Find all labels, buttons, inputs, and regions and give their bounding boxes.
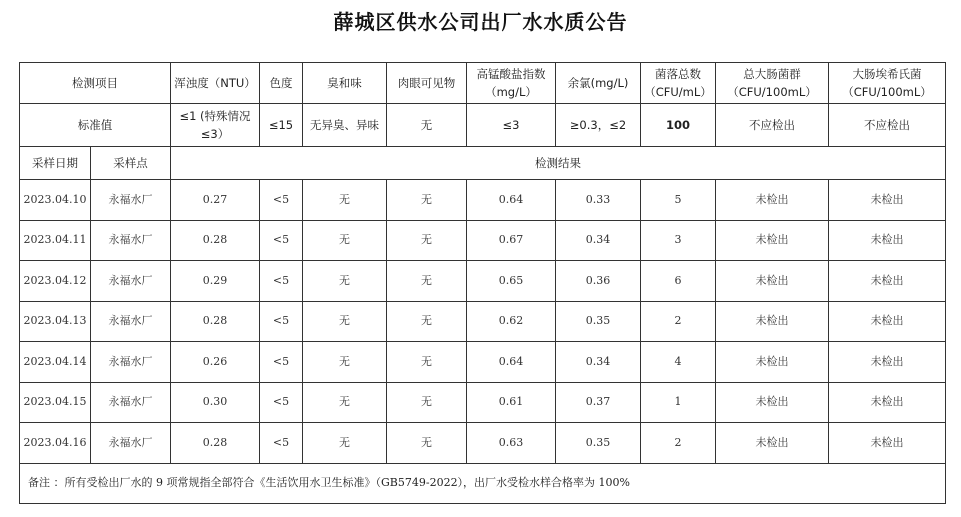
cell-odor: 无 — [303, 220, 387, 261]
header-colony: 菌落总数（CFU/mL） — [641, 63, 716, 104]
standard-ecoli: 不应检出 — [829, 104, 946, 147]
cell-chlorine: 0.33 — [556, 180, 641, 221]
note-text: 备注 ：所有受检出厂水的 9 项常规指全部符合《生活饮用水卫生标准》（GB5749-2022），出厂水受检水样合格率为 100% — [20, 463, 946, 503]
standard-color: ≤15 — [260, 104, 303, 147]
table-row — [20, 261, 946, 302]
header-color: 色度 — [260, 63, 303, 104]
cell-colony: 5 — [641, 180, 716, 221]
cell-date: 2023.04.10 — [20, 180, 91, 221]
sub-header-results: 检测结果 — [171, 147, 946, 180]
cell-turbidity: 0.27 — [171, 180, 260, 221]
table-row — [20, 342, 946, 383]
standard-coliform: 不应检出 — [716, 104, 829, 147]
cell-permanganate: 0.62 — [467, 301, 556, 342]
standard-label: 标准值 — [20, 104, 171, 147]
cell-date: 2023.04.13 — [20, 301, 91, 342]
cell-site: 永福水厂 — [91, 423, 171, 464]
table-row — [20, 301, 946, 342]
cell-turbidity: 0.28 — [171, 220, 260, 261]
table-row — [20, 180, 946, 221]
cell-site: 永福水厂 — [91, 180, 171, 221]
cell-ecoli: 未检出 — [829, 220, 946, 261]
cell-date: 2023.04.15 — [20, 382, 91, 423]
cell-permanganate: 0.64 — [467, 342, 556, 383]
header-chlorine: 余氯(mg/L) — [556, 63, 641, 104]
cell-turbidity: 0.26 — [171, 342, 260, 383]
cell-colony: 6 — [641, 261, 716, 302]
table-row — [20, 382, 946, 423]
sub-header-row — [20, 147, 946, 180]
cell-coliform: 未检出 — [716, 180, 829, 221]
header-turbidity: 浑浊度（NTU） — [171, 63, 260, 104]
cell-odor: 无 — [303, 180, 387, 221]
cell-permanganate: 0.64 — [467, 180, 556, 221]
page-title: 薛城区供水公司出厂水水质公告 — [333, 10, 628, 34]
table-row — [20, 423, 946, 464]
cell-chlorine: 0.34 — [556, 220, 641, 261]
cell-colony: 4 — [641, 342, 716, 383]
cell-coliform: 未检出 — [716, 301, 829, 342]
cell-coliform: 未检出 — [716, 423, 829, 464]
cell-turbidity: 0.29 — [171, 261, 260, 302]
cell-odor: 无 — [303, 423, 387, 464]
cell-visible: 无 — [387, 180, 467, 221]
cell-chlorine: 0.35 — [556, 423, 641, 464]
cell-date: 2023.04.14 — [20, 342, 91, 383]
cell-odor: 无 — [303, 301, 387, 342]
cell-chlorine: 0.34 — [556, 342, 641, 383]
header-permanganate: 高锰酸盐指数（mg/L） — [467, 63, 556, 104]
cell-site: 永福水厂 — [91, 220, 171, 261]
cell-visible: 无 — [387, 382, 467, 423]
cell-permanganate: 0.65 — [467, 261, 556, 302]
cell-date: 2023.04.11 — [20, 220, 91, 261]
cell-chlorine: 0.35 — [556, 301, 641, 342]
header-visible: 肉眼可见物 — [387, 63, 467, 104]
cell-turbidity: 0.28 — [171, 301, 260, 342]
cell-permanganate: 0.63 — [467, 423, 556, 464]
cell-ecoli: 未检出 — [829, 261, 946, 302]
cell-site: 永福水厂 — [91, 382, 171, 423]
cell-ecoli: 未检出 — [829, 180, 946, 221]
cell-visible: 无 — [387, 423, 467, 464]
cell-color: <5 — [260, 261, 303, 302]
cell-site: 永福水厂 — [91, 261, 171, 302]
standard-visible: 无 — [387, 104, 467, 147]
cell-colony: 1 — [641, 382, 716, 423]
header-coliform: 总大肠菌群 （CFU/100mL） — [716, 63, 829, 104]
cell-ecoli: 未检出 — [829, 382, 946, 423]
cell-visible: 无 — [387, 220, 467, 261]
cell-ecoli: 未检出 — [829, 342, 946, 383]
cell-color: <5 — [260, 342, 303, 383]
cell-date: 2023.04.12 — [20, 261, 91, 302]
table-row — [20, 220, 946, 261]
header-item: 检测项目 — [20, 63, 171, 104]
cell-turbidity: 0.28 — [171, 423, 260, 464]
sub-header-date: 采样日期 — [20, 147, 91, 180]
header-odor: 臭和味 — [303, 63, 387, 104]
sub-header-site: 采样点 — [91, 147, 171, 180]
standard-permanganate: ≤3 — [467, 104, 556, 147]
cell-site: 永福水厂 — [91, 342, 171, 383]
standard-odor: 无异臭、异味 — [303, 104, 387, 147]
cell-color: <5 — [260, 423, 303, 464]
cell-chlorine: 0.36 — [556, 261, 641, 302]
cell-site: 永福水厂 — [91, 301, 171, 342]
cell-date: 2023.04.16 — [20, 423, 91, 464]
cell-colony: 3 — [641, 220, 716, 261]
cell-color: <5 — [260, 180, 303, 221]
cell-color: <5 — [260, 382, 303, 423]
cell-coliform: 未检出 — [716, 261, 829, 302]
cell-odor: 无 — [303, 342, 387, 383]
cell-turbidity: 0.30 — [171, 382, 260, 423]
cell-visible: 无 — [387, 301, 467, 342]
cell-ecoli: 未检出 — [829, 301, 946, 342]
header-row — [20, 63, 946, 104]
cell-coliform: 未检出 — [716, 342, 829, 383]
cell-color: <5 — [260, 301, 303, 342]
standard-turbidity: ≤1 (特殊情况≤3） — [171, 104, 260, 147]
standard-row — [20, 104, 946, 147]
water-quality-table — [19, 62, 946, 504]
cell-odor: 无 — [303, 382, 387, 423]
cell-permanganate: 0.67 — [467, 220, 556, 261]
note-row — [20, 463, 946, 503]
header-ecoli: 大肠埃希氏菌 （CFU/100mL） — [829, 63, 946, 104]
cell-colony: 2 — [641, 423, 716, 464]
standard-chlorine: ≥0.3，≤2 — [556, 104, 641, 147]
cell-chlorine: 0.37 — [556, 382, 641, 423]
cell-coliform: 未检出 — [716, 220, 829, 261]
cell-visible: 无 — [387, 261, 467, 302]
cell-colony: 2 — [641, 301, 716, 342]
cell-ecoli: 未检出 — [829, 423, 946, 464]
data-rows — [20, 180, 946, 464]
standard-colony: 100 — [641, 104, 716, 147]
cell-color: <5 — [260, 220, 303, 261]
cell-permanganate: 0.61 — [467, 382, 556, 423]
cell-visible: 无 — [387, 342, 467, 383]
cell-coliform: 未检出 — [716, 382, 829, 423]
cell-odor: 无 — [303, 261, 387, 302]
